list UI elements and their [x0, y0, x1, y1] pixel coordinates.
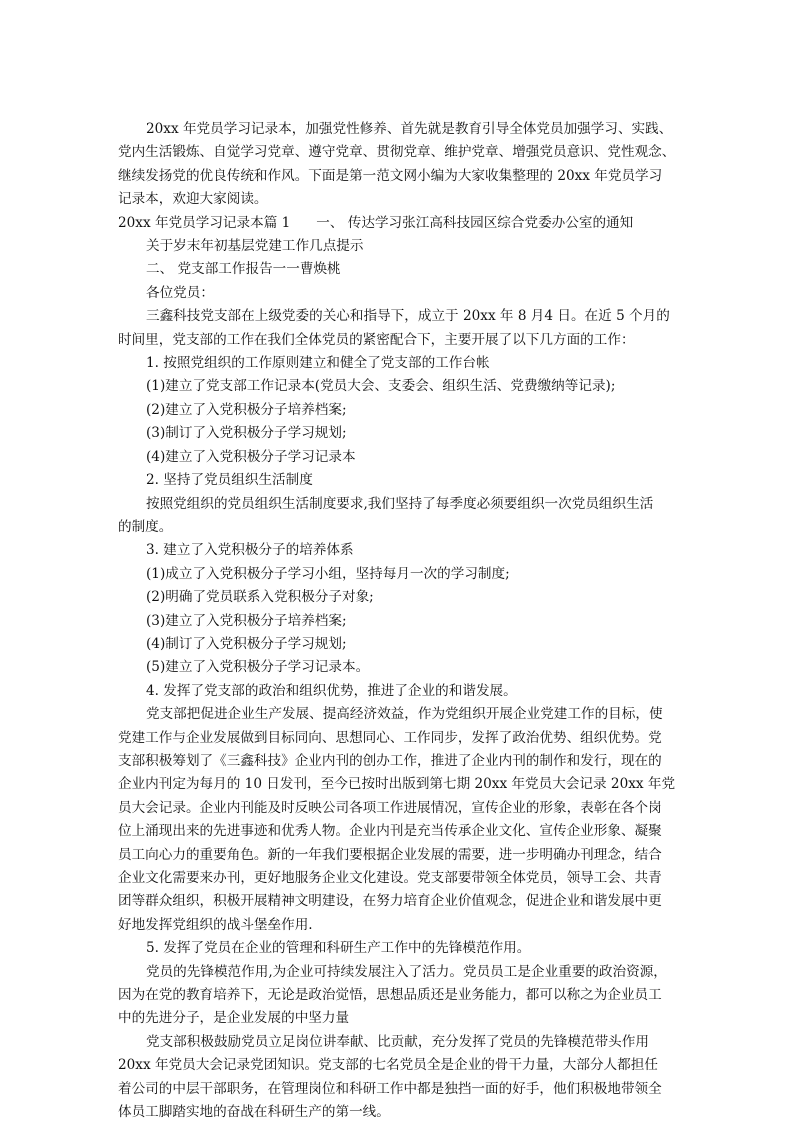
- section-4-title: 4. 发挥了党支部的政治和组织优势，推进了企业的和谐发展。: [146, 682, 517, 699]
- section-2-paragraph: [118, 493, 678, 540]
- document-page: [118, 118, 678, 1124]
- text-line: 企业文化需要来办刊，更好地服务企业文化建设。党支部要带领全体党员，领导工会、共青: [118, 870, 662, 886]
- list-item: (3)建立了入党积极分子培养档案;: [146, 612, 347, 629]
- list-item: (2)建立了入党积极分子培养档案;: [146, 401, 347, 418]
- text-line: 党员的先锋模范作用,为企业可持续发展注入了活力。党员员工是企业重要的政治资源，: [146, 963, 667, 980]
- text-line: 党建工作与企业发展做到目标同向、思想同心、工作同步，发挥了政治优势、组织优势。党: [118, 729, 662, 746]
- text-line: 党支部把促进企业生产发展、提高经济效益，作为党组织开展企业党建工作的目标，使: [146, 706, 663, 723]
- section-2-title: 2. 坚持了党员组织生活制度: [146, 472, 313, 489]
- section-5-title: 5. 发挥了党员在企业的管理和科研生产工作中的先锋模范作用。: [146, 940, 531, 957]
- list-item: (1)成立了入党积极分子学习小组，坚持每月一次的学习制度;: [146, 565, 510, 582]
- text-line: 党支部积极鼓励党员立足岗位讲奉献、比贡献，充分发挥了党员的先锋模范带头作用: [146, 1033, 649, 1050]
- text-line: 20xx 年党员大会记录党团知识。党支部的七名党员全是企业的骨干力量，大部分人都担任: [118, 1057, 658, 1074]
- text-line: 中的先进分子，是企业发展的中坚力量: [118, 1010, 350, 1027]
- list-item: (1)建立了党支部工作记录本(党员大会、支委会、组织生活、党费缴纳等记录);: [146, 378, 616, 395]
- text-line: 员工向心力的重要角色。新的一年我们要根据企业发展的需要，进一步明确办刊理念，结合: [118, 846, 662, 863]
- list-item: (5)建立了入党积极分子学习记录本。: [146, 659, 370, 676]
- text-line: 员大会记录。企业内刊能及时反映公司各项工作进展情况，宣传企业的形象，表彰在各个岗: [118, 799, 662, 816]
- text-line: 的制度。: [118, 518, 173, 535]
- section-one-title: 一、 传达学习张江高科技园区综合党委办公室的通知: [316, 214, 634, 231]
- text-line: 位上涌现出来的先进事迹和优秀人物。企业内刊是充当传承企业文化、宣传企业形象、凝聚: [118, 823, 662, 840]
- report-opening-paragraph: [118, 305, 678, 352]
- intro-paragraph: [118, 118, 678, 212]
- text-line: 团等群众组织，积极开展精神文明建设，在努力培育企业价值观念，促进企业和谐发展中更: [118, 893, 662, 910]
- text-line: 三鑫科技党支部在上级党委的关心和指导下，成立于 20xx 年 8 月4 日。在近 5 个月的: [146, 308, 670, 325]
- list-item: (3)制订了入党积极分子学习规划;: [146, 425, 347, 442]
- article-title: 20xx 年党员学习记录本篇 1: [118, 214, 291, 231]
- list-item: (4)制订了入党积极分子学习规划;: [146, 635, 347, 652]
- section-5-paragraph-b: [118, 1031, 678, 1124]
- notice-subtitle: 关于岁末年初基层党建工作几点提示: [146, 238, 364, 255]
- section-4-paragraph: [118, 703, 678, 937]
- text-line: 党内生活锻炼、自觉学习党章、遵守党章、贯彻党章、维护党章、增强党员意识、党性观念、: [118, 144, 676, 161]
- section-3-title: 3. 建立了入党积极分子的培养体系: [146, 542, 354, 559]
- salutation: 各位党员：: [146, 284, 214, 301]
- text-line: 继续发扬党的优良传统和作风。下面是第一范文网小编为大家收集整理的 20xx 年党员学习: [118, 167, 663, 184]
- heading-line: [118, 212, 678, 235]
- text-line: 时间里，党支部的工作在我们全体党员的紧密配合下，主要开展了以下几方面的工作：: [118, 331, 635, 348]
- text-line: 企业内刊定为每月的 10 日发刊，至今已按时出版到第七期 20xx 年党员大会记录 20xx 年党: [118, 776, 676, 793]
- text-line: 因为在党的教育培养下，无论是政治觉悟，思想品质还是业务能力，都可以称之为企业员工: [118, 987, 662, 1004]
- text-line: 好地发挥党组织的战斗堡垒作用.: [118, 916, 313, 933]
- text-line: 按照党组织的党员组织生活制度要求,我们坚持了每季度必须要组织一次党员组织生活: [146, 495, 654, 512]
- text-line: 记录本，欢迎大家阅读。: [118, 191, 268, 208]
- section-1-title: 1. 按照党组织的工作原则建立和健全了党支部的工作台帐: [146, 355, 490, 372]
- text-line: 支部积极筹划了《三鑫科技》企业内刊的创办工作，推进了企业内刊的制作和发行，现在的: [118, 752, 662, 769]
- text-line: 20xx 年党员学习记录本，加强党性修养、首先就是教育引导全体党员加强学习、实践、: [146, 121, 673, 137]
- list-item: (2)明确了党员联系入党积极分子对象;: [146, 589, 374, 606]
- list-item: (4)建立了入党积极分子学习记录本: [146, 448, 356, 465]
- section-two-title: 二、 党支部工作报告一一曹焕桃: [146, 261, 341, 278]
- section-5-paragraph-a: [118, 961, 678, 1031]
- text-line: 着公司的中层干部职务，在管理岗位和科研工作中都是独挡一面的好手，他们积极地带领全: [118, 1080, 662, 1097]
- text-line: 体员工脚踏实地的奋战在科研生产的第一线。: [118, 1104, 390, 1121]
